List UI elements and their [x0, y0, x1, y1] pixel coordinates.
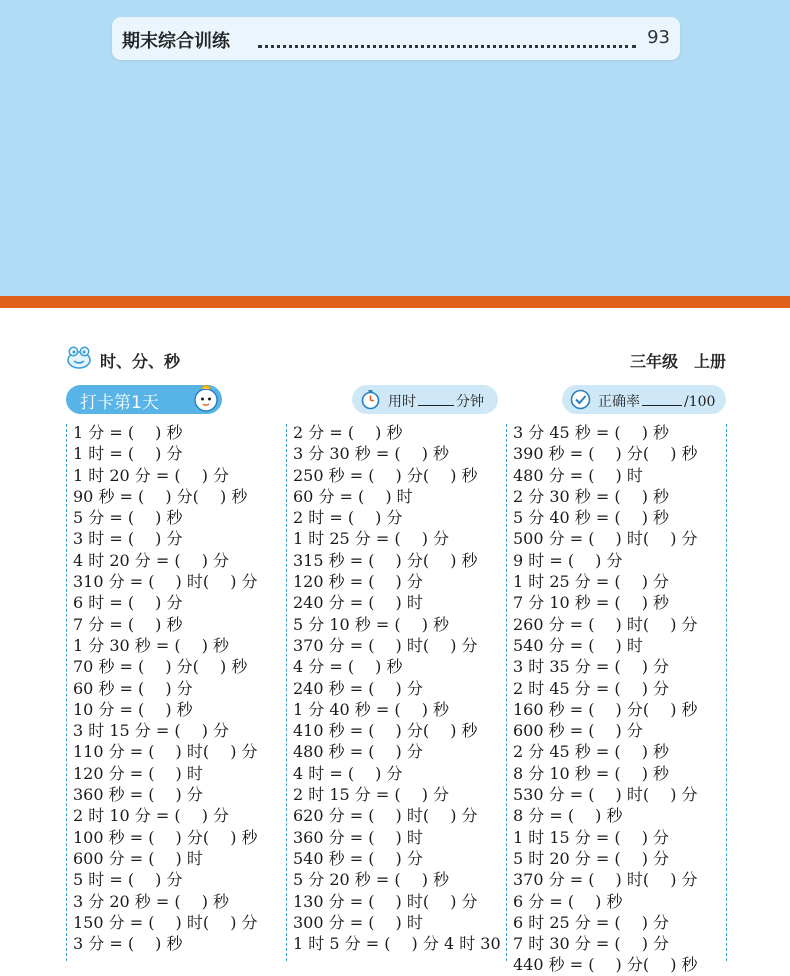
- exercise-item[interactable]: 600 分 = ( ) 时: [73, 848, 203, 868]
- exercise-item[interactable]: 60 秒 = ( ) 分: [73, 678, 193, 698]
- exercise-item[interactable]: 10 分 = ( ) 秒: [73, 699, 193, 719]
- exercise-item[interactable]: 360 秒 = ( ) 分: [73, 785, 203, 805]
- toc-page-number: 93: [647, 27, 670, 48]
- exercise-item[interactable]: 410 秒 = ( ) 分( ) 秒: [293, 721, 478, 741]
- exercise-item[interactable]: 100 秒 = ( ) 分( ) 秒: [73, 827, 258, 847]
- exercise-item[interactable]: 1 分 30 秒 = ( ) 秒: [73, 635, 230, 655]
- exercise-item[interactable]: 500 分 = ( ) 时( ) 分: [513, 529, 698, 549]
- top-blue-area: [0, 0, 790, 296]
- exercise-item[interactable]: 1 时 5 分 = ( ) 分 4 时 30: [293, 934, 501, 954]
- exercise-item[interactable]: 1 时 25 分 = ( ) 分: [513, 572, 670, 592]
- exercise-item[interactable]: 2 时 = ( ) 分: [293, 508, 403, 528]
- column-divider: [286, 424, 287, 961]
- exercise-item[interactable]: 8 分 10 秒 = ( ) 秒: [513, 763, 670, 783]
- section-title: 时、分、秒: [100, 352, 181, 371]
- exercise-item[interactable]: 60 分 = ( ) 时: [293, 486, 413, 506]
- time-spent-field: [352, 385, 498, 414]
- accuracy-field: [562, 385, 726, 414]
- exercise-item[interactable]: 6 时 = ( ) 分: [73, 593, 183, 613]
- exercise-item[interactable]: 300 分 = ( ) 时: [293, 912, 423, 932]
- stopwatch-icon: [360, 389, 381, 410]
- exercise-item[interactable]: 7 分 = ( ) 秒: [73, 614, 183, 634]
- exercise-item[interactable]: 315 秒 = ( ) 分( ) 秒: [293, 550, 478, 570]
- exercise-item[interactable]: 1 时 = ( ) 分: [73, 444, 183, 464]
- time-blank[interactable]: [418, 393, 454, 406]
- exercise-item[interactable]: 250 秒 = ( ) 分( ) 秒: [293, 465, 478, 485]
- exercise-item[interactable]: 5 分 = ( ) 秒: [73, 508, 183, 528]
- exercise-item[interactable]: 260 分 = ( ) 时( ) 分: [513, 614, 698, 634]
- exercise-item[interactable]: 310 分 = ( ) 时( ) 分: [73, 572, 258, 592]
- checkin-day-badge: [66, 385, 222, 414]
- exercise-item[interactable]: 3 时 35 分 = ( ) 分: [513, 657, 670, 677]
- exercise-item[interactable]: 370 分 = ( ) 时( ) 分: [293, 635, 478, 655]
- time-prefix: 用时: [388, 394, 416, 410]
- toc-leader-dots: [258, 45, 636, 48]
- checkin-day-label: 打卡第1天: [80, 393, 159, 413]
- column-divider: [506, 424, 507, 961]
- exercise-item[interactable]: 390 秒 = ( ) 分( ) 秒: [513, 444, 698, 464]
- toc-entry[interactable]: [112, 17, 680, 60]
- grade-label: 三年级 上册: [629, 352, 726, 371]
- exercise-item[interactable]: 7 时 30 分 = ( ) 分: [513, 934, 670, 954]
- exercise-item[interactable]: 6 时 25 分 = ( ) 分: [513, 912, 670, 932]
- accuracy-suffix: /100: [684, 394, 716, 410]
- accuracy-prefix: 正确率: [598, 394, 640, 410]
- exercise-item[interactable]: 2 时 10 分 = ( ) 分: [73, 806, 230, 826]
- exercise-item[interactable]: 70 秒 = ( ) 分( ) 秒: [73, 657, 248, 677]
- exercise-column-2: [293, 422, 503, 954]
- exercise-item[interactable]: 120 分 = ( ) 时: [73, 763, 203, 783]
- exercise-column-3: [513, 422, 723, 976]
- exercise-item[interactable]: 5 分 10 秒 = ( ) 秒: [293, 614, 450, 634]
- exercise-item[interactable]: 600 秒 = ( ) 分: [513, 721, 643, 741]
- exercise-item[interactable]: 540 秒 = ( ) 分: [293, 848, 423, 868]
- exercise-item[interactable]: 110 分 = ( ) 时( ) 分: [73, 742, 258, 762]
- exercise-item[interactable]: 90 秒 = ( ) 分( ) 秒: [73, 486, 248, 506]
- exercise-item[interactable]: 120 秒 = ( ) 分: [293, 572, 423, 592]
- exercise-item[interactable]: 160 秒 = ( ) 分( ) 秒: [513, 699, 698, 719]
- mascot-icon: [192, 381, 220, 415]
- check-circle-icon: [570, 389, 591, 410]
- exercise-item[interactable]: 480 分 = ( ) 时: [513, 465, 643, 485]
- exercise-item[interactable]: 240 秒 = ( ) 分: [293, 678, 423, 698]
- exercise-item[interactable]: 530 分 = ( ) 时( ) 分: [513, 785, 698, 805]
- exercise-item[interactable]: 4 时 20 分 = ( ) 分: [73, 550, 230, 570]
- exercise-item[interactable]: 4 时 = ( ) 分: [293, 763, 403, 783]
- exercise-item[interactable]: 3 时 15 分 = ( ) 分: [73, 721, 230, 741]
- orange-divider-stripe: [0, 296, 790, 308]
- time-suffix: 分钟: [456, 394, 484, 410]
- exercise-item[interactable]: 1 时 20 分 = ( ) 分: [73, 465, 230, 485]
- exercise-item[interactable]: 440 秒 = ( ) 分( ) 秒: [513, 955, 698, 975]
- exercise-item[interactable]: 480 秒 = ( ) 分: [293, 742, 423, 762]
- exercise-item[interactable]: 1 时 15 分 = ( ) 分: [513, 827, 670, 847]
- exercise-item[interactable]: 6 分 = ( ) 秒: [513, 891, 623, 911]
- exercise-item[interactable]: 2 分 45 秒 = ( ) 秒: [513, 742, 670, 762]
- exercise-item[interactable]: 620 分 = ( ) 时( ) 分: [293, 806, 478, 826]
- exercise-item[interactable]: 4 分 = ( ) 秒: [293, 657, 403, 677]
- exercise-item[interactable]: 7 分 10 秒 = ( ) 秒: [513, 593, 670, 613]
- exercise-item[interactable]: 5 时 20 分 = ( ) 分: [513, 848, 670, 868]
- exercise-column-1: [73, 422, 281, 954]
- accuracy-blank[interactable]: [642, 393, 682, 406]
- column-divider-right: [726, 424, 727, 961]
- exercise-item[interactable]: 3 分 45 秒 = ( ) 秒: [513, 423, 670, 442]
- exercise-item[interactable]: 540 分 = ( ) 时: [513, 635, 643, 655]
- exercise-item[interactable]: 5 分 40 秒 = ( ) 秒: [513, 508, 670, 528]
- exercise-item[interactable]: 8 分 = ( ) 秒: [513, 806, 623, 826]
- exercise-item[interactable]: 150 分 = ( ) 时( ) 分: [73, 912, 258, 932]
- exercise-item[interactable]: 1 分 = ( ) 秒: [73, 423, 183, 442]
- exercise-item[interactable]: 2 分 30 秒 = ( ) 秒: [513, 486, 670, 506]
- exercise-item[interactable]: 1 分 40 秒 = ( ) 秒: [293, 699, 450, 719]
- exercise-item[interactable]: 130 分 = ( ) 时( ) 分: [293, 891, 478, 911]
- toc-title: 期末综合训练: [122, 31, 230, 52]
- exercise-item[interactable]: 5 分 20 秒 = ( ) 秒: [293, 870, 450, 890]
- exercise-item[interactable]: 2 时 15 分 = ( ) 分: [293, 785, 450, 805]
- exercise-item[interactable]: 2 时 45 分 = ( ) 分: [513, 678, 670, 698]
- exercise-item[interactable]: 240 分 = ( ) 时: [293, 593, 423, 613]
- exercise-item[interactable]: 2 分 = ( ) 秒: [293, 423, 403, 442]
- exercise-item[interactable]: 360 分 = ( ) 时: [293, 827, 423, 847]
- exercise-item[interactable]: 3 分 30 秒 = ( ) 秒: [293, 444, 450, 464]
- exercise-item[interactable]: 1 时 25 分 = ( ) 分: [293, 529, 450, 549]
- exercise-item[interactable]: 9 时 = ( ) 分: [513, 550, 623, 570]
- exercise-item[interactable]: 3 分 = ( ) 秒: [73, 934, 183, 954]
- exercise-item[interactable]: 3 分 20 秒 = ( ) 秒: [73, 891, 230, 911]
- exercise-item[interactable]: 370 分 = ( ) 时( ) 分: [513, 870, 698, 890]
- exercise-item[interactable]: 3 时 = ( ) 分: [73, 529, 183, 549]
- frog-face-icon: [66, 345, 92, 369]
- exercise-item[interactable]: 5 时 = ( ) 分: [73, 870, 183, 890]
- column-divider-left: [66, 424, 67, 961]
